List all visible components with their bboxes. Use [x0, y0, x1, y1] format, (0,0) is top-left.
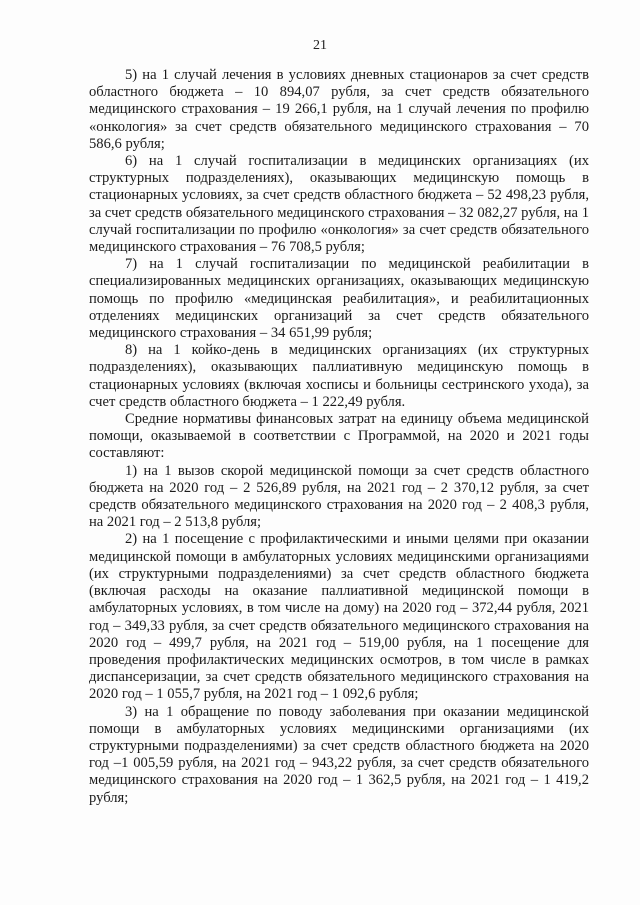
- paragraph-disease-appeal: 3) на 1 обращение по поводу заболевания при оказании медицинской помощи в амбулаторных условиях медицинскими организациями (их структурными подразделениями) за счет средств областного бюджета на 2020 год –1 005,59 рубля, на 2021 год – 943,22 рубля, за счет средств обязательного медицинского страхования на 2020 год – 1 362,5 рубля, на 2021 год – 1 419,2 рубля;: [89, 703, 589, 806]
- paragraph-ambulance-call: 1) на 1 вызов скорой медицинской помощи за счет средств областного бюджета на 2020 год – 2 526,89 рубля, на 2021 год – 2 370,12 рубля, за счет средств обязательного медицинского страхования на 2020 год – 2 408,3 рубля, на 2021 год – 2 513,8 рубля;: [89, 462, 589, 531]
- paragraph-day-hospital: 5) на 1 случай лечения в условиях дневных стационаров за счет средств областного бюджета – 10 894,07 рубля, за счет средств обязательного медицинского страхования – 19 266,1 рубля, на 1 случай лечения по профилю «онкология» за счет средств обязательного медицинского страхования – 70 586,6 рубля;: [89, 67, 589, 152]
- document-body: [89, 67, 589, 807]
- paragraph-palliative-bed-day: 8) на 1 койко-день в медицинских организациях (их структурных подразделениях), оказывающих паллиативную медицинскую помощь в стационарных условиях (включая хосписы и больницы сестринского ухода), за счет средств областного бюджета – 1 222,49 рубля.: [89, 342, 589, 410]
- paragraph-hospitalization: 6) на 1 случай госпитализации в медицинских организациях (их структурных подразделениях), оказывающих медицинскую помощь в стационарных условиях, за счет средств областного бюджета – 52 498,23 рубля, за счет средств обязательного медицинского страхования – 32 082,27 рубля, на 1 случай госпитализации по профилю «онкология» за счет средств обязательного медицинского страхования – 76 708,5 рубля;: [89, 153, 589, 256]
- paragraph-average-norms-intro: Средние нормативы финансовых затрат на единицу объема медицинской помощи, оказываемой в соответствии с Программой, на 2020 и 2021 годы составляют:: [89, 411, 589, 462]
- paragraph-preventive-visit: 2) на 1 посещение с профилактическими и иными целями при оказании медицинской помощи в амбулаторных условиях медицинскими организациями (их структурными подразделениями) за счет средств областного бюджета (включая расходы на оказание паллиативной медицинской помощи в амбулаторных условиях, в том числе на дому) на 2020 год – 372,44 рубля, 2021 год – 349,33 рубля, за счет средств обязательного медицинского страхования на 2020 год – 499,7 рубля, на 2021 год – 519,00 рубля, на 1 посещение для проведения профилактических медицинских осмотров, в том числе в рамках диспансеризации, за счет средств обязательного медицинского страхования на 2020 год – 1 055,7 рубля, на 2021 год – 1 092,6 рубля;: [89, 531, 589, 703]
- paragraph-rehabilitation: 7) на 1 случай госпитализации по медицинской реабилитации в специализированных медицинских организациях, оказывающих медицинскую помощь по профилю «медицинская реабилитация», и реабилитационных отделениях медицинских организаций за счет средств обязательного медицинского страхования – 34 651,99 рубля;: [89, 256, 589, 342]
- page-number: 21: [313, 38, 327, 53]
